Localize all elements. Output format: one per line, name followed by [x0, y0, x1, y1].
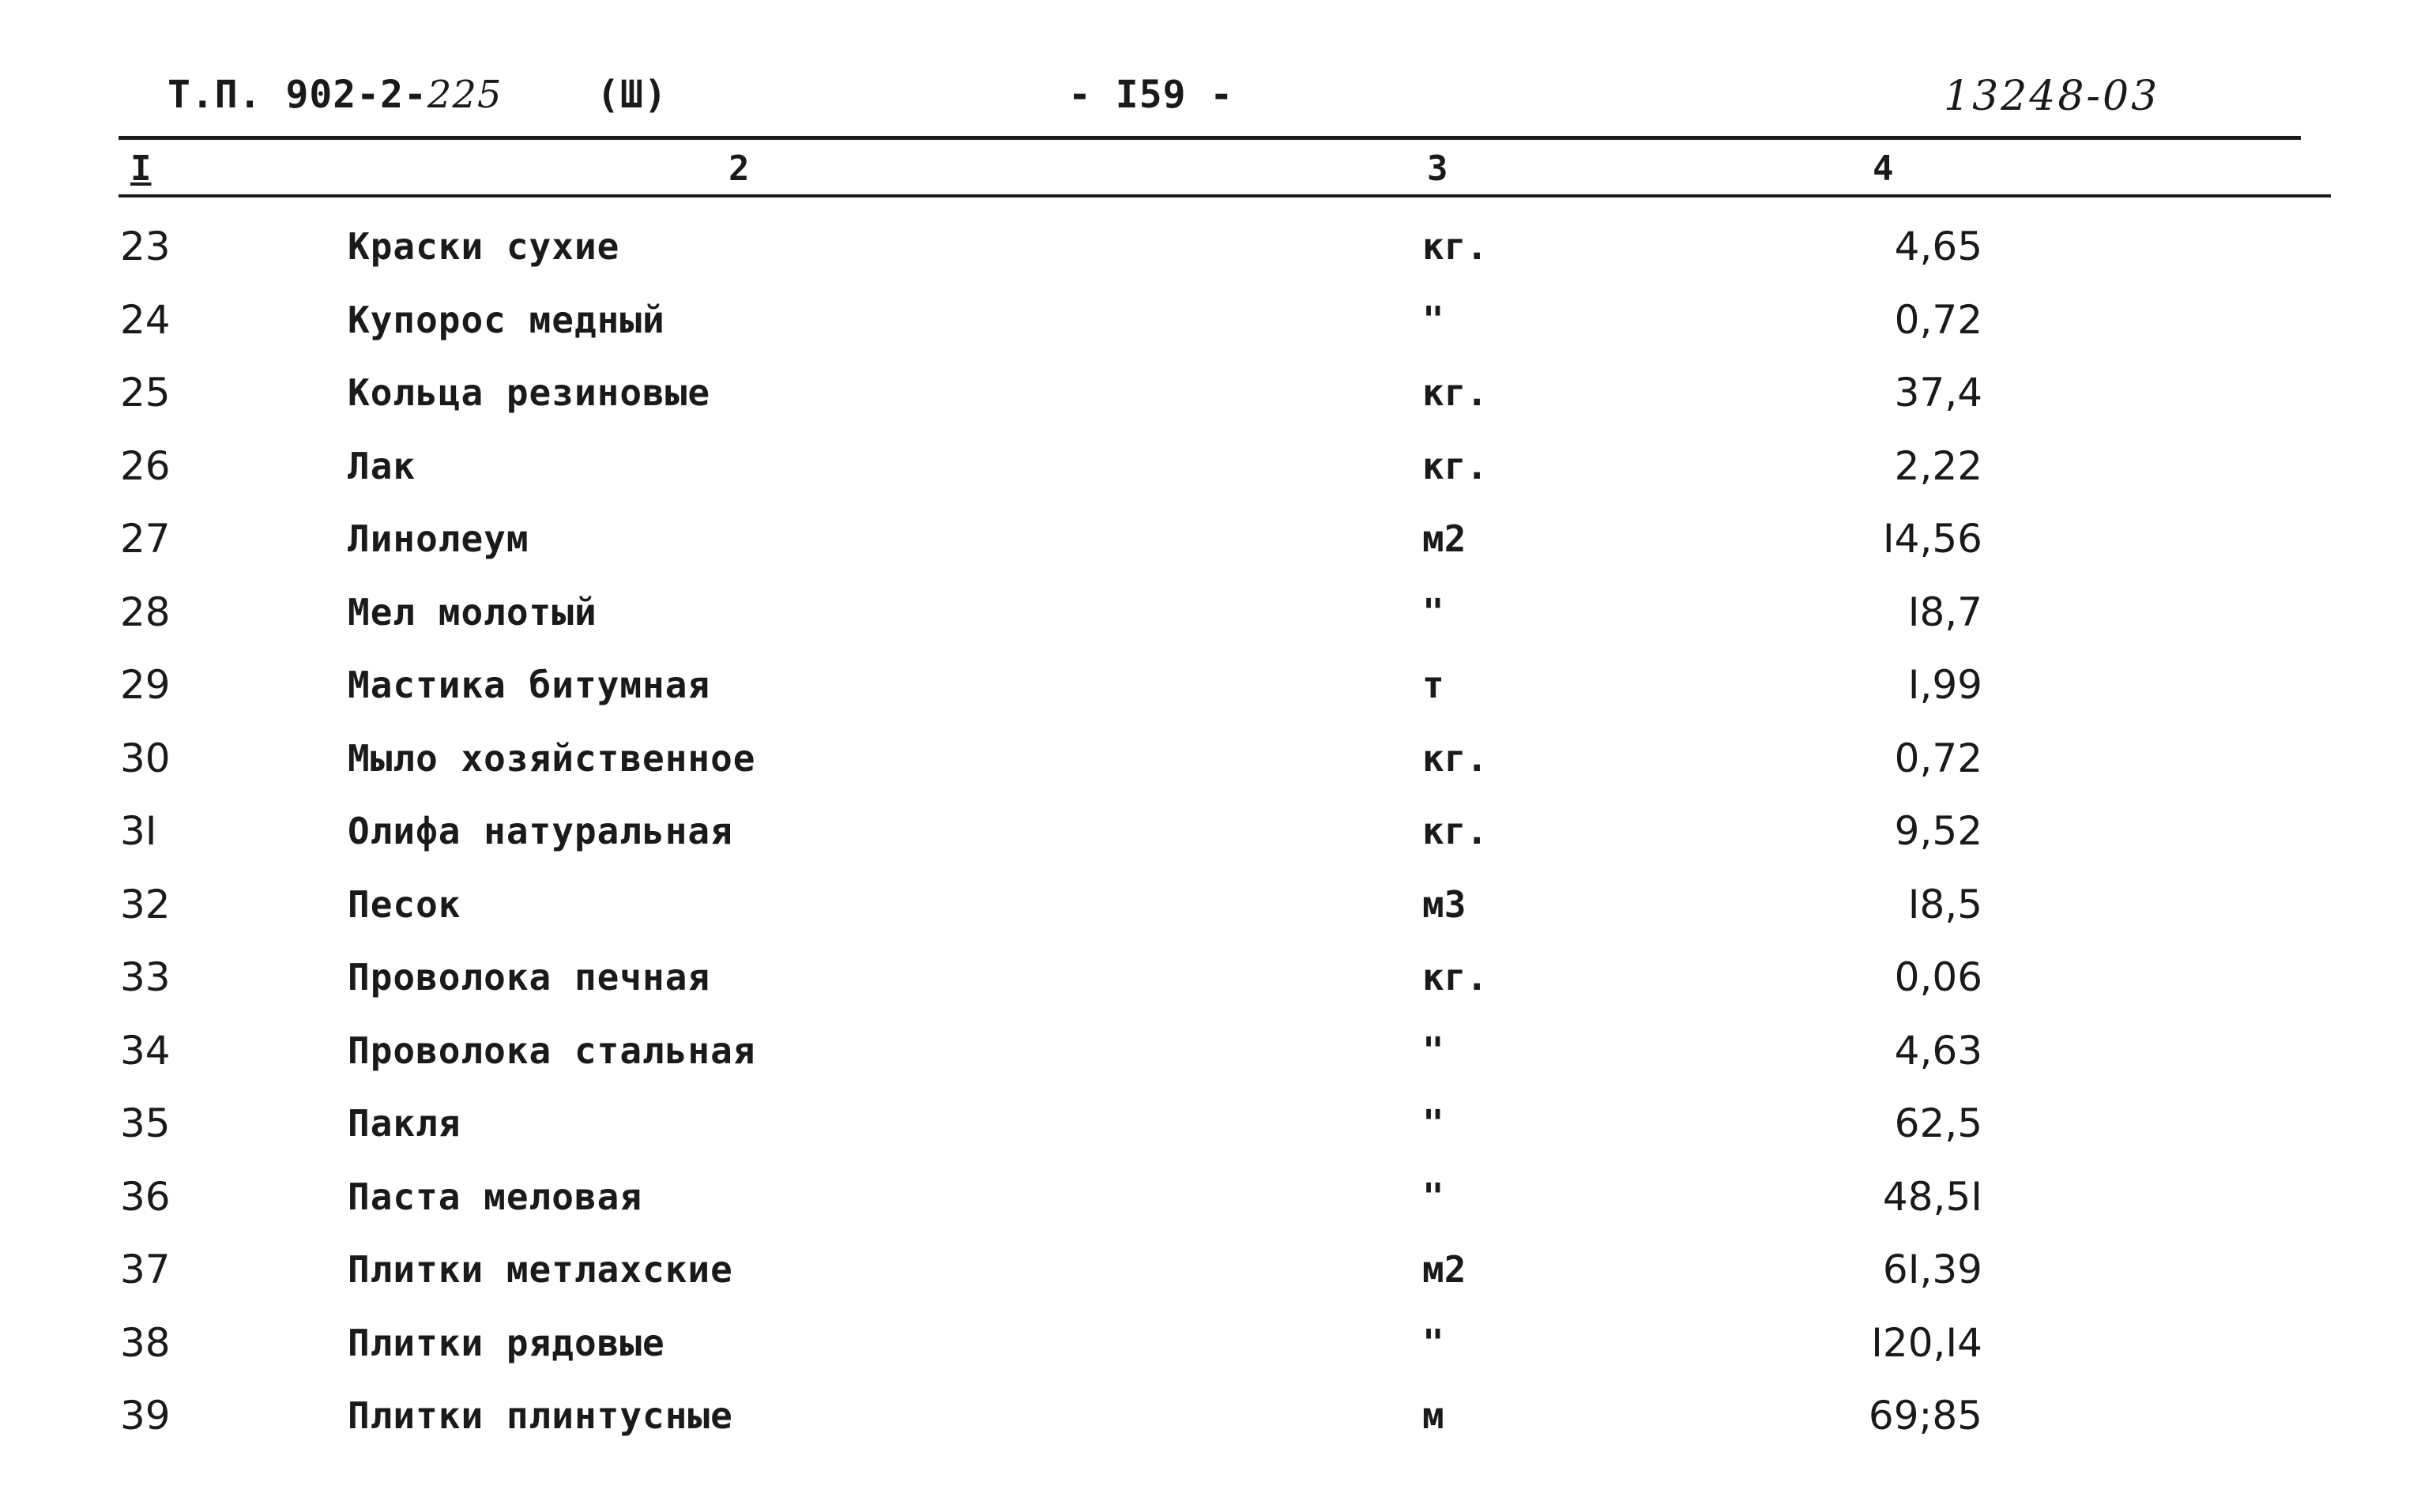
material-name: Купорос медный [348, 298, 665, 341]
table-row [0, 650, 2417, 720]
row-number: 34 [120, 1027, 171, 1074]
material-name: Мыло хозяйственное [348, 736, 756, 780]
quantity: I8,7 [1907, 589, 1982, 635]
table-row [0, 504, 2417, 574]
page-number: - I59 - [1068, 73, 1234, 117]
row-number: 37 [120, 1247, 171, 1292]
document-number: 13248-03 [1944, 73, 2160, 120]
unit-of-measure: кг. [1422, 956, 1489, 999]
unit-of-measure: м2 [1422, 1248, 1466, 1291]
row-number: 29 [120, 662, 171, 708]
table-row [0, 1162, 2417, 1232]
table-row [0, 1089, 2417, 1158]
material-name: Песок [348, 882, 461, 926]
quantity: 0,06 [1894, 954, 1982, 1000]
quantity: I4,56 [1882, 516, 1982, 562]
table-row [0, 1016, 2417, 1085]
table-row [0, 870, 2417, 939]
column-header-4: 4 [1873, 149, 1894, 189]
row-number: 25 [120, 370, 171, 416]
column-header-1: I [130, 149, 152, 189]
unit-of-measure: кг. [1422, 225, 1489, 268]
table-row [0, 431, 2417, 501]
table-row [0, 1235, 2417, 1304]
material-name: Проволока печная [348, 956, 711, 999]
table-row [0, 212, 2417, 281]
table-row [0, 1308, 2417, 1378]
unit-of-measure: т [1422, 664, 1444, 706]
quantity: 69;85 [1868, 1393, 1982, 1439]
project-code-prefix: Т.П. 902-2- [168, 73, 427, 117]
unit-of-measure: м2 [1422, 517, 1466, 560]
row-number: 39 [120, 1393, 171, 1439]
table-row [0, 285, 2417, 355]
unit-of-measure: " [1422, 1102, 1444, 1145]
row-number: 26 [120, 442, 171, 489]
unit-of-measure: кг. [1422, 736, 1489, 780]
row-number: 33 [120, 954, 171, 1000]
row-number: 36 [120, 1173, 171, 1220]
project-code [168, 73, 668, 117]
material-name: Плитки рядовые [348, 1321, 665, 1364]
column-header-3: 3 [1427, 149, 1448, 189]
column-header-rule [119, 194, 2331, 197]
quantity: I20,I4 [1871, 1319, 1982, 1366]
unit-of-measure: м [1422, 1394, 1444, 1437]
unit-of-measure: " [1422, 1029, 1444, 1072]
table-row [0, 942, 2417, 1012]
table-row [0, 724, 2417, 793]
quantity: 9,52 [1894, 808, 1982, 854]
unit-of-measure: " [1422, 1321, 1444, 1364]
quantity: 48,5I [1882, 1173, 1982, 1220]
material-name: Олифа натуральная [348, 810, 733, 852]
row-number: 3I [120, 808, 157, 854]
row-number: 32 [120, 881, 171, 927]
table-row [0, 577, 2417, 647]
row-number: 28 [120, 589, 171, 635]
table-row [0, 796, 2417, 866]
quantity: 6I,39 [1882, 1247, 1982, 1292]
material-name: Мастика битумная [348, 664, 711, 706]
row-number: 35 [120, 1100, 171, 1146]
material-name: Лак [348, 444, 416, 487]
material-name: Проволока стальная [348, 1029, 756, 1072]
quantity: 4,65 [1894, 224, 1982, 269]
row-number: 27 [120, 516, 171, 562]
project-code-handwritten: 225 [427, 73, 503, 117]
row-number: 38 [120, 1319, 171, 1366]
quantity: 0,72 [1894, 296, 1982, 343]
row-number: 24 [120, 296, 171, 343]
unit-of-measure: кг. [1422, 810, 1489, 852]
table-row [0, 1381, 2417, 1450]
row-number: 23 [120, 224, 171, 269]
material-name: Паста меловая [348, 1175, 643, 1218]
quantity: 4,63 [1894, 1027, 1982, 1074]
unit-of-measure: кг. [1422, 444, 1489, 487]
quantity: 2,22 [1894, 442, 1982, 489]
quantity: I,99 [1907, 662, 1982, 708]
unit-of-measure: " [1422, 590, 1444, 634]
material-name: Краски сухие [348, 225, 620, 268]
quantity: 0,72 [1894, 735, 1982, 781]
quantity: 37,4 [1894, 370, 1982, 416]
unit-of-measure: м3 [1422, 882, 1466, 926]
section-number: (Ш) [597, 73, 668, 117]
material-name: Линолеум [348, 517, 529, 560]
unit-of-measure: кг. [1422, 371, 1489, 414]
column-header-2: 2 [728, 149, 750, 189]
header-rule [119, 136, 2301, 140]
material-name: Пакля [348, 1102, 461, 1145]
unit-of-measure: " [1422, 1175, 1444, 1218]
material-name: Плитки метлахские [348, 1248, 733, 1291]
row-number: 30 [120, 735, 171, 781]
table-row [0, 358, 2417, 427]
quantity: 62,5 [1894, 1100, 1982, 1146]
quantity: I8,5 [1907, 881, 1982, 927]
material-name: Плитки плинтусные [348, 1394, 733, 1437]
unit-of-measure: " [1422, 298, 1444, 341]
material-name: Мел молотый [348, 590, 597, 634]
material-name: Кольца резиновые [348, 371, 711, 414]
